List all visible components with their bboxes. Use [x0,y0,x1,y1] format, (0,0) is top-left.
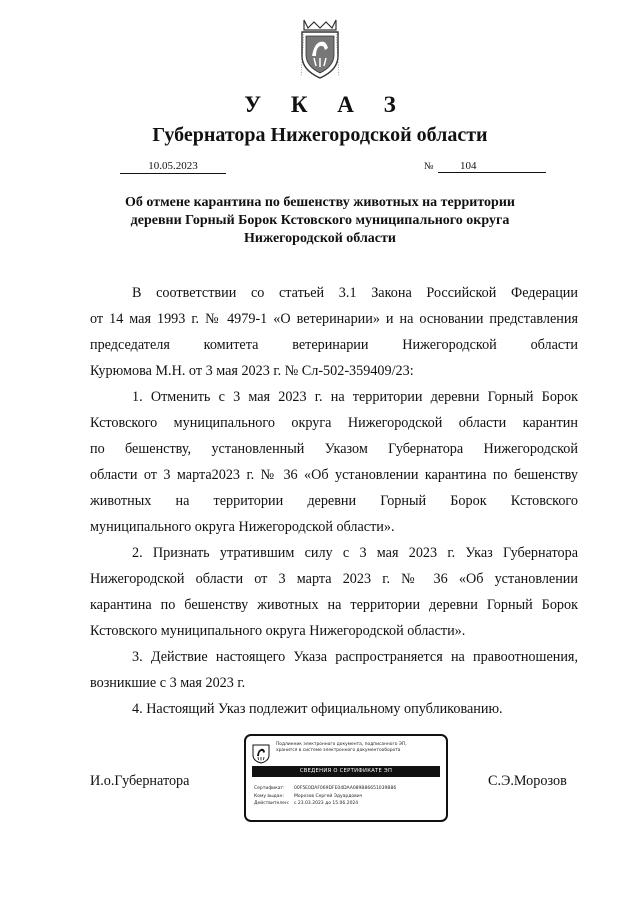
paragraph-line: животных на территории деревни Горный Борок Кстовского [90,493,578,509]
heading-line: деревни Горный Борок Кстовского муниципального округа [130,213,510,228]
paragraph-line: возникшие с 3 мая 2023 г. [90,675,246,691]
validity-row [254,800,444,808]
paragraph-line: 4. Настоящий Указ подлежит официальному опубликованию. [132,701,503,717]
electronic-signature-stamp [244,734,448,822]
document-date: 10.05.2023 [120,160,226,174]
number-label: № [424,161,434,172]
paragraph-line: председателя комитета ветеринарии Нижегородской области [90,337,578,353]
heading-line: Об отмене карантина по бешенству животных на территории [125,195,515,210]
paragraph-line: Нижегородской области от 3 марта 2023 г. № 36 «Об установлении [90,571,578,587]
stamp-details [254,785,444,808]
paragraph-line: Кстовского муниципального округа Нижегородской области». [90,623,466,639]
paragraph-line: Курюмова М.Н. от 3 мая 2023 г. № Сл-502-359409/23: [90,363,414,379]
owner-value: Морозов Сергей Эдуардович [294,793,363,799]
certificate-value: 00F5E0DAF069DFE04DAA089B86651039B86 [294,786,397,791]
heading-line: Нижегородской области [244,231,396,246]
paragraph-line: 3. Действие настоящего Указа распространяется на правоотношения, [132,649,578,665]
signatory-name: С.Э.Морозов [488,773,567,789]
stamp-header-line: Подлинник электронного документа, подписанного ЭП, [276,742,407,747]
paragraph-line: области от 3 марта2023 г. № 36 «Об установлении карантина по бешенству [90,467,578,483]
certificate-row [254,785,444,793]
paragraph-line: карантина по бешенству животных на территории деревни Горный Борок [90,597,578,613]
coat-of-arms-icon [252,742,270,764]
paragraph-line: 1. Отменить с 3 мая 2023 г. на территории деревни Горный Борок [132,389,578,405]
document-title: У К А З [244,92,408,117]
paragraph-line: Кстовского муниципального округа Нижегородской области карантин [90,415,578,431]
document-body [90,280,578,722]
paragraph-line: от 14 мая 1993 г. № 4979-1 «О ветеринарии» и на основании представления [90,311,578,327]
document-heading [90,194,550,248]
validity-label: Действителен: [254,801,290,807]
coat-of-arms-icon [298,18,342,80]
owner-label: Кому выдан: [254,793,284,799]
paragraph-line: по бешенству, установленный Указом Губернатора Нижегородской [90,441,578,457]
stamp-header [276,742,446,754]
signatory-position: И.о.Губернатора [90,773,190,789]
document-subtitle: Губернатора Нижегородской области [152,124,488,146]
paragraph-line: 2. Признать утратившим силу с 3 мая 2023 г. Указ Губернатора [132,545,578,561]
owner-row [254,793,444,801]
stamp-header-line: хранится в системе электронного документооборота [276,748,401,753]
certificate-label: Сертификат: [254,786,285,791]
paragraph-line: муниципального округа Нижегородской области». [90,519,395,535]
validity-value: с 23.03.2023 до 15.06.2024 [294,801,359,807]
stamp-title-bar: СВЕДЕНИЯ О СЕРТИФИКАТЕ ЭП [252,766,440,777]
paragraph-line: В соответствии со статьей 3.1 Закона Российской Федерации [132,285,578,301]
document-number: 104 [438,160,546,173]
